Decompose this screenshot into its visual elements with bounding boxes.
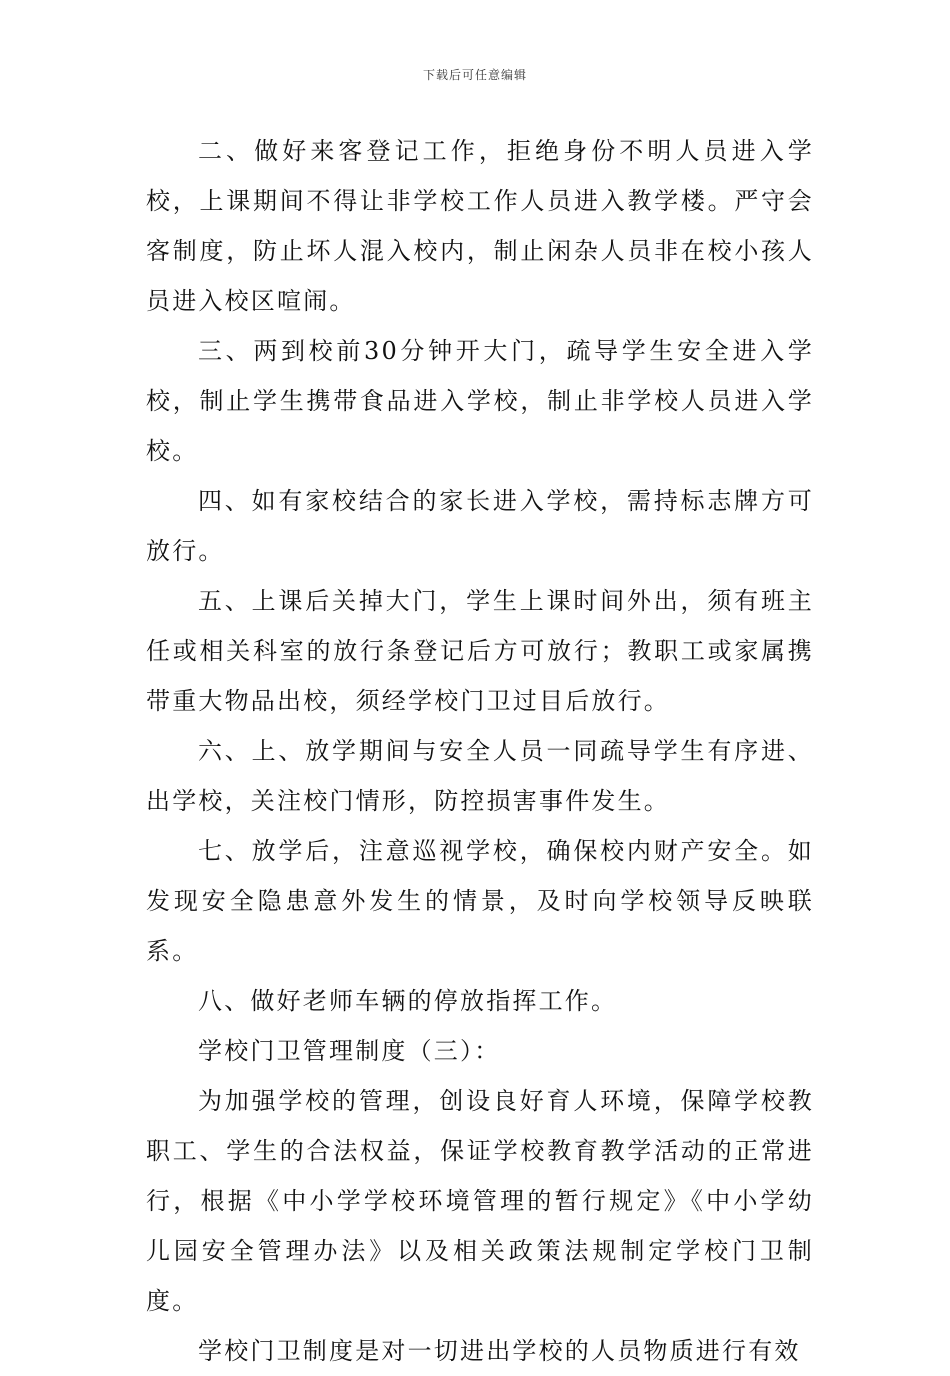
paragraph-visitor-registration: 二、做好来客登记工作，拒绝身份不明人员进入学校，上课期间不得让非学校工作人员进入教学楼。严守会客制度，防止坏人混入校内，制止闲杂人员非在校小孩人员进入校区喧闹。: [146, 137, 814, 315]
paragraph-after-school-patrol: 七、放学后，注意巡视学校，确保校内财产安全。如发现安全隐患意外发生的情景，及时向学校领导反映联系。: [146, 837, 814, 965]
page-header: 下载后可任意编辑: [422, 68, 527, 82]
paragraph-purpose: 为加强学校的管理，创设良好育人环境，保障学校教职工、学生的合法权益，保证学校教育教学活动的正常进行，根据《中小学学校环境管理的暂行规定》《中小学幼儿园安全管理办法》以及相关政策法规制定学校门卫制度。: [146, 1087, 814, 1315]
paragraph-gate-system: 学校门卫制度是对一切进出学校的人员物质进行有效: [198, 1337, 801, 1365]
paragraph-parent-entry: 四、如有家校结合的家长进入学校，需持标志牌方可放行。: [146, 487, 814, 565]
paragraph-dismissal-guidance: 六、上、放学期间与安全人员一同疏导学生有序进、出学校，关注校门情形，防控损害事件发生。: [146, 737, 814, 815]
paragraph-gate-opening: 三、两到校前30分钟开大门，疏导学生安全进入学校，制止学生携带食品进入学校，制止非学校人员进入学校。: [146, 337, 814, 465]
paragraph-class-time-exit: 五、上课后关掉大门，学生上课时间外出，须有班主任或相关科室的放行条登记后方可放行；教职工或家属携带重大物品出校，须经学校门卫过目后放行。: [146, 587, 814, 715]
document-body: [146, 126, 814, 1376]
paragraph-vehicle-parking: 八、做好老师车辆的停放指挥工作。: [198, 987, 618, 1015]
section-heading: 学校门卫管理制度（三）：: [198, 1037, 501, 1065]
